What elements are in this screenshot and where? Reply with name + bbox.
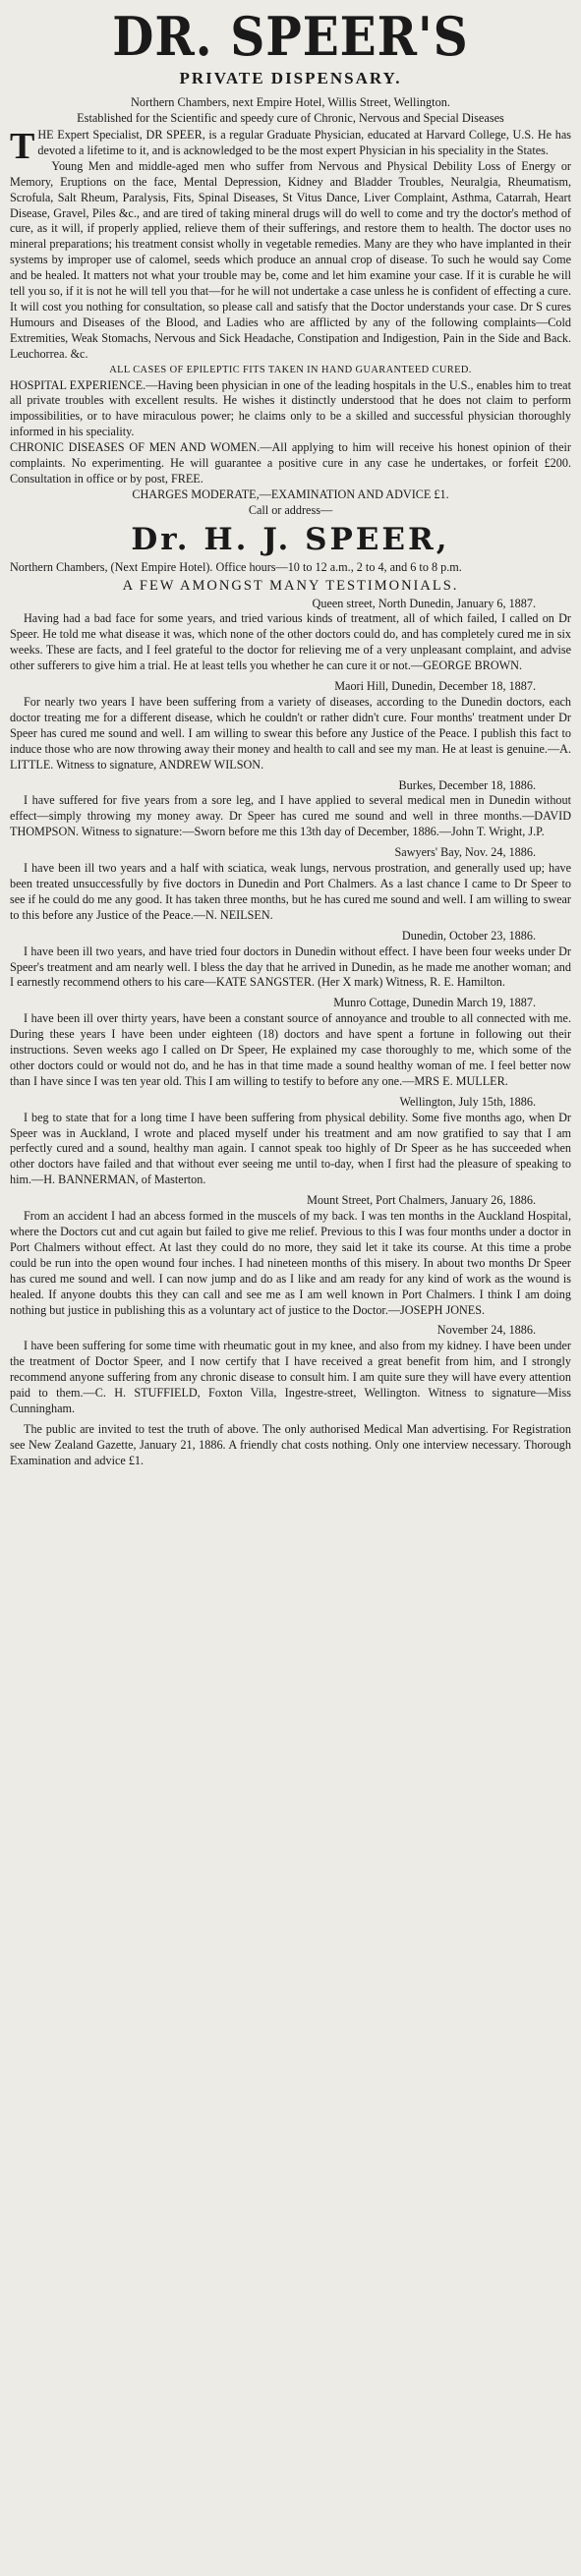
hospital-paragraph [10, 378, 571, 441]
testimonial-location: Munro Cottage, Dunedin March 19, 1887. [333, 996, 536, 1010]
testimonial-text: I have suffered for five years from a sore leg, and I have applied to several medical men in Dunedin without effect—simply throwing my money away. Dr Speer has cured me sound and well in three months.—DAVID THOMPSON. Witness to signature:—Sworn before me this 13th day of December, 1886.—John T. Wright, J.P. [10, 793, 571, 839]
testimonial-location: Sawyers' Bay, Nov. 24, 1886. [394, 845, 536, 860]
testimonial-location: November 24, 1886. [436, 1323, 536, 1338]
testimonial-location: Mount Street, Port Chalmers, January 26, 1886. [307, 1193, 536, 1208]
call-line: Call or address— [248, 502, 333, 517]
testimonial-text: I have been ill two years, and have tried four doctors in Dunedin without effect. I have been four weeks under Dr Speer's treatment and am nearly well. I bless the day that he arrived in Dunedin, as he made me another woman; and I earnestly recommend others to his care—KATE SANGSTER. (Her X mark) Witness, R. E. Hamilton. [10, 944, 571, 990]
testimonial-location: Burkes, December 18, 1886. [398, 777, 536, 792]
testimonials-list [10, 597, 571, 1417]
testimonial-text: I have been ill two years and a half with sciatica, weak lungs, nervous prostration, and generally used up; have been treated unsuccessfully by five doctors in Dunedin and Port Chalmers. As a last chance I came to Dr Speer to see if he could do me any good. It has taken three months, but he has cured me sound and well. I am willing to swear to this before any Justice of the Peace.—N. NEILSEN. [10, 861, 571, 922]
testimonial-text: Having had a bad face for some years, and tried various kinds of treatment, all of which failed, I called on Dr Speer. He told me what disease it was, which none of the other doctors could do, and has completely cured me in six weeks. These are facts, and I feel grateful to the doctor for relieving me of a very unpleasant complaint, and advise other sufferers to give him a trial. He at least tells you whether he can cure it or not.—GEORGE BROWN. [10, 611, 571, 673]
chronic-text: —All applying to him will receive his honest opinion of their complaints. No experimenting. He will guarantee a positive cure in any case he undertakes, or forfeit £200. Consultation in office or by post, FREE. [10, 440, 571, 486]
testimonial [10, 778, 571, 841]
testimonial [10, 845, 571, 924]
address-line-1: Northern Chambers, next Empire Hotel, Willis Street, Wellington. [131, 95, 450, 109]
doctor-name: Dr. H. J. SPEER, [131, 521, 450, 557]
closing-paragraph: The public are invited to test the truth of above. The only authorised Medical Man advertising. For Registration see New Zealand Gazette, January 21, 1886. A friendly chat costs nothing. Only one interview necessary. Thorough Examination and advice £1. [10, 1421, 571, 1467]
intro-text: HE Expert Specialist, DR SPEER, is a regular Graduate Physician, educated at Harvard College, U.S. He has devoted a lifetime to it, and is acknowledged to be the most expert Physician in his speciality in the States. [37, 128, 571, 157]
testimonial-text: From an accident I had an abcess formed in the muscels of my back. I was ten months in the Auckland Hospital, where the Doctors cut and cut again but failed to give me relief. Previous to this I was four months under a doctor in Port Chalmers without effect. At last they could do no more, they said let it take its course. At this time a probe could be run into the open wound four inches. I had nineteen months of this misery. In about two months Dr Speer has cured me sound and well. I can now jump and do as I like and am ready for any kind of work as the wound is healed. If anyone doubts this they can call and see me as I am well known in Port Chalmers. I think I am doing nothing but justice in publishing this as a voluntary act of justice to the Doctor.—JOSEPH JONES. [10, 1209, 571, 1317]
office-hours: Northern Chambers, (Next Empire Hotel). Office hours—10 to 12 a.m., 2 to 4, and 6 to 8 p.m. [10, 559, 462, 574]
subhead: PRIVATE DISPENSARY. [179, 69, 402, 87]
testimonial [10, 929, 571, 992]
testimonial [10, 1323, 571, 1416]
testimonial [10, 679, 571, 773]
hospital-text: —Having been physician in one of the leading hospitals in the U.S., enables him to treat all private troubles with excellent results. He wishes it distinctly understood that he does not claim to perform impossibilities, or to have miraculous power; he claims only to be a skilled and successful physician thoroughly informed in his speciality. [10, 377, 571, 439]
masthead-title: DR. SPEER'S [112, 5, 469, 68]
young-men-paragraph: Young Men and middle-aged men who suffer from Nervous and Physical Debility Loss of Energy or Memory, Eruptions on the face, Mental Depression, Kidney and Bladder Troubles, Neuralgia, Rheumatism, Scrofula, Salt Rheum, Paralysis, Fits, Spinal Diseases, St Vitus Dance, Liver Complaint, Asthma, Catarrah, Heart Disease, Gravel, Piles &c., and are tired of taking mineral drugs will do well to come and try the doctor's method of cure, as it will, if properly applied, relieve them of their sufferings, and restore them to health. The doctor uses no mineral preparations; his treatment consist wholly in vegetable remedies. Many are they who have implanted in their systems by improper use of calomel, seeds which produce an annual crop of disease. To such he would say Come and be healed. It matters not what your trouble may be, come and let him examine your case. If it is curable he will tell you so, if it is not he will tell you that—for he will not undertake a case unless he is confident of effecting a cure. It will cost you nothing for consultation, so please call and satisfy that the Doctor understands your case. Dr S cures Humours and Diseases of the Blood, and Ladies who are afflicted by any of the following complaints—Cold Extremities, Weak Stomachs, Nervous and Sick Headache, Constipation and Indigestion, Pain in the Side and Back. Leuchorrea. &c. [10, 158, 571, 361]
chronic-paragraph [10, 440, 571, 487]
intro-paragraph [10, 126, 571, 167]
testimonial-text: I beg to state that for a long time I have been suffering from physical debility. Some five months ago, when Dr Speer was in Auckland, I wrote and placed myself under his treatment and am now gratified to say that I am perfectly cured and a sound, healthy man again. I cannot speak too highly of Dr Speer as he has succeeded when other doctors have failed and that without ever seeing me until to-day, when I first had the pleasure of speaking to him.—H. BANNERMAN, of Masterton. [10, 1110, 571, 1187]
testimonial-location: Maori Hill, Dunedin, December 18, 1887. [334, 679, 536, 694]
epilepsy-line: ALL CASES OF EPILEPTIC FITS TAKEN IN HAND GUARANTEED CURED. [109, 364, 472, 375]
testimonial-location: Queen street, North Dunedin, January 6, 1887. [312, 596, 536, 610]
testimonial-location: Wellington, July 15th, 1886. [399, 1094, 536, 1109]
address-line-2: Established for the Scientific and speedy cure of Chronic, Nervous and Special Diseases [77, 111, 504, 125]
charges-line: CHARGES MODERATE,—EXAMINATION AND ADVICE £1. [132, 487, 449, 501]
testimonial-text: For nearly two years I have been suffering from a variety of diseases, according to the Dunedin doctors, each doctor treating me for a different disease, which he couldn't or rather didn't cure. Four months' treatment under Dr Speer has cured me sound and well. I am willing to swear this before any Justice of the Peace. I publish this fact to induce those who are now throwing away their money and health to call and see my man. He at least is genuine.—A. LITTLE. Witness to signature, ANDREW WILSON. [10, 695, 571, 772]
chronic-heading: CHRONIC DISEASES OF MEN AND WOMEN. [10, 440, 261, 455]
testimonial-text: I have been ill over thirty years, have been a constant source of annoyance and trouble to all connected with me. During these years I have been under eighteen (18) doctors and have spent a fortune in following out their instructions. Seven weeks ago I called on Dr Speer, He explained my case thoroughly to me, which some of the other doctors could or would not do, and he has in that time made a sound healthy woman of me. I feel better now than I have since I was ten year old. This I am willing to testify to before any one.—MRS E. MULLER. [10, 1011, 571, 1088]
testimonial-location: Dunedin, October 23, 1886. [401, 928, 536, 943]
testimonial [10, 1193, 571, 1318]
testimonial [10, 597, 571, 675]
testimonials-heading: A FEW AMONGST MANY TESTIMONIALS. [122, 577, 459, 594]
hospital-heading: HOSPITAL EXPERIENCE. [10, 377, 146, 392]
testimonial [10, 996, 571, 1089]
testimonial-text: I have been suffering for some time with rheumatic gout in my knee, and also from my kidney. I have been under the treatment of Doctor Speer, and I now certify that I have received a great benefit from him, and I strongly recommend anyone suffering from any chronic disease to consult him. I am quite sure they will have every attention paid to them.—C. H. STUFFIELD, Foxton Villa, Ingestre-street, Wellington. Witness to signature—Miss Cunningham. [10, 1339, 571, 1415]
drop-cap: T [10, 126, 35, 167]
testimonial [10, 1095, 571, 1188]
